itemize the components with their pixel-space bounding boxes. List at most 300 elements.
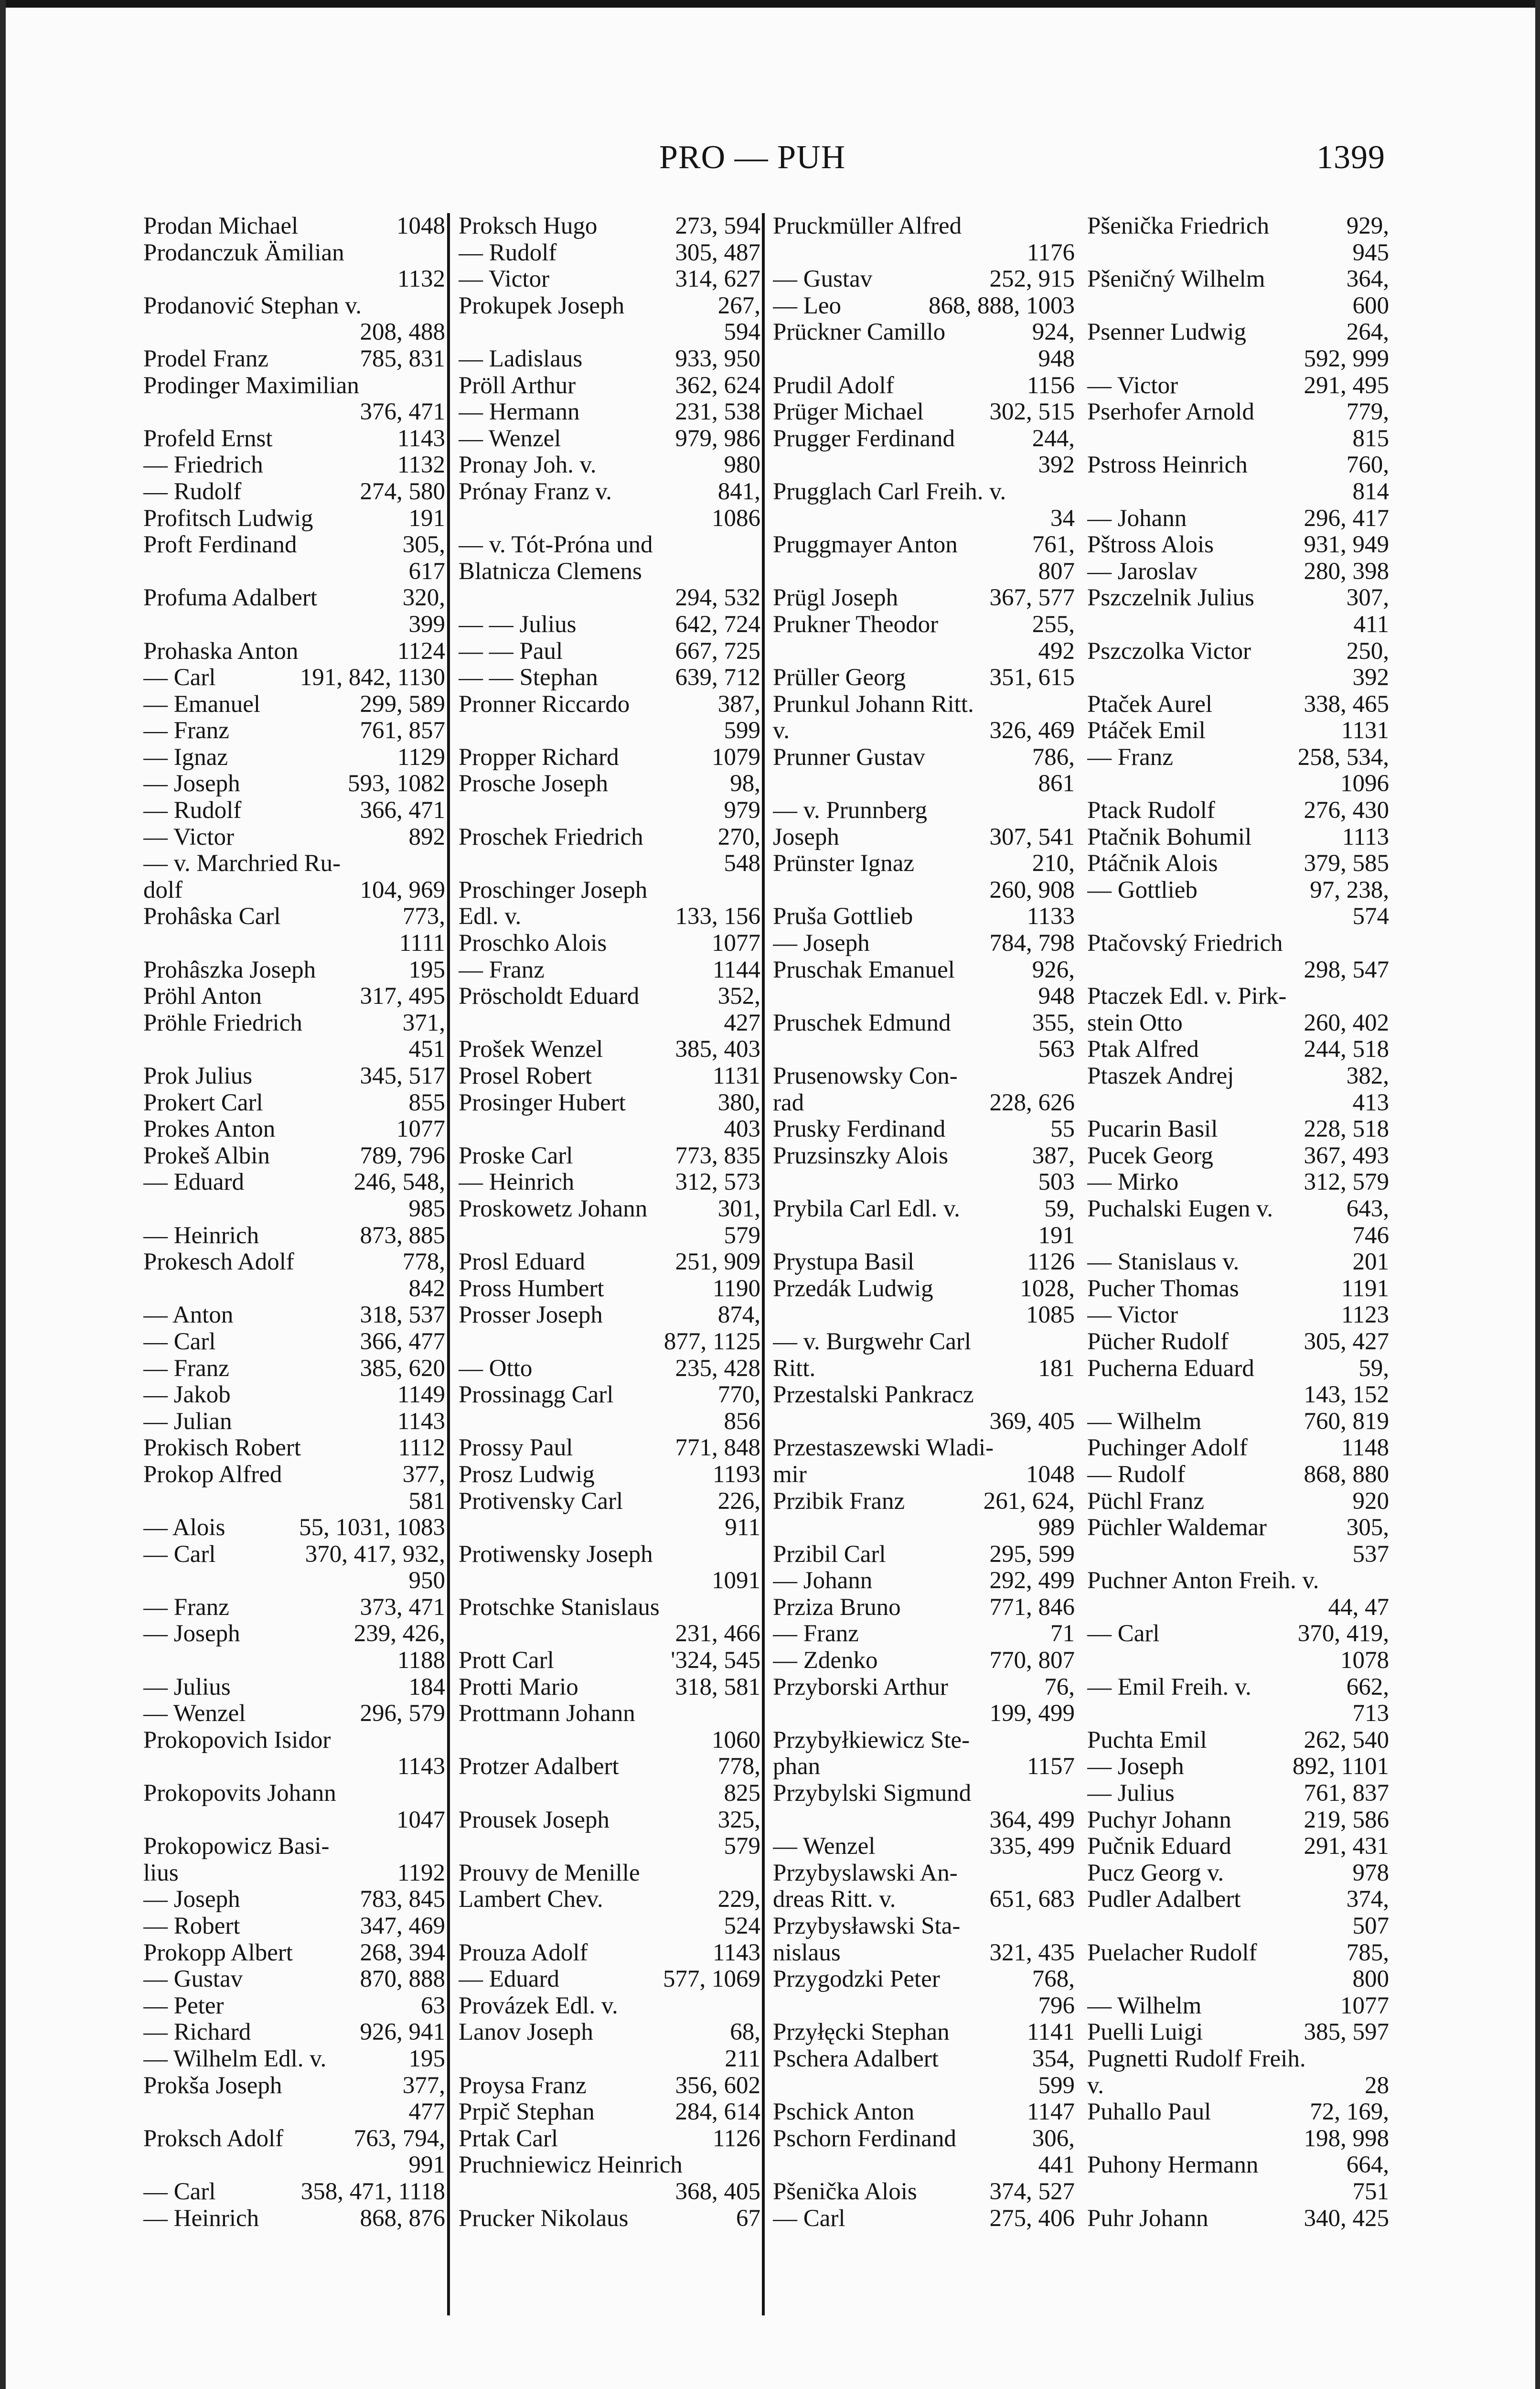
index-entry-line xyxy=(143,293,445,320)
index-entry-line xyxy=(143,1886,445,1913)
entry-name: Przyborski Arthur xyxy=(773,1674,948,1700)
index-entry-line xyxy=(143,1860,445,1887)
entry-page-refs: 320, xyxy=(402,585,445,612)
entry-page-refs: 367, 493 xyxy=(1304,1142,1389,1169)
entry-page-refs: 1131 xyxy=(712,1063,760,1089)
entry-name: — Julian xyxy=(143,1408,232,1435)
entry-name: — Carl xyxy=(1087,1621,1160,1647)
index-entry-line xyxy=(1087,1488,1389,1515)
entry-name: — Wilhelm xyxy=(1087,1992,1202,2019)
entry-page-refs: 210, xyxy=(1032,850,1075,877)
entry-name: Pröhle Friedrich xyxy=(143,1010,302,1036)
index-entry-line xyxy=(143,346,445,373)
entry-name: Puelli Luigi xyxy=(1087,2019,1203,2046)
index-entry-line xyxy=(143,1940,445,1967)
entry-name: Prokes Anton xyxy=(143,1116,276,1143)
index-entry-line xyxy=(459,399,760,426)
entry-page-refs: 785, xyxy=(1346,1939,1389,1966)
index-entry-line xyxy=(773,426,1075,452)
index-entry-line xyxy=(143,1727,445,1754)
index-entry-line xyxy=(773,1249,1075,1276)
index-entry-line xyxy=(459,2099,760,2126)
entry-page-refs: 929, xyxy=(1346,213,1389,239)
entry-page-refs: 979 xyxy=(724,797,760,824)
index-entry-line xyxy=(1087,1063,1389,1090)
entry-page-refs: 280, 398 xyxy=(1304,558,1389,585)
entry-name: Puchner Anton Freih. v. xyxy=(1087,1568,1319,1594)
entry-name: Pstross Heinrich xyxy=(1087,452,1248,479)
index-entry-line xyxy=(773,957,1075,984)
index-entry-line xyxy=(1087,1382,1389,1409)
entry-page-refs: 751 xyxy=(1352,2178,1389,2205)
index-entry-line xyxy=(143,691,445,718)
entry-page-refs: 770, 807 xyxy=(989,1647,1075,1674)
index-entry-line xyxy=(143,1966,445,1993)
entry-name: Prouza Adolf xyxy=(459,1939,588,1966)
index-entry-line xyxy=(143,1409,445,1435)
index-entry-line xyxy=(1087,930,1389,957)
entry-page-refs: 208, 488 xyxy=(360,319,445,346)
index-entry-line xyxy=(773,559,1075,585)
index-entry-line xyxy=(773,1515,1075,1541)
entry-page-refs: 362, 624 xyxy=(675,372,760,399)
entry-name: Prosinger Hubert xyxy=(459,1089,626,1116)
entry-page-refs: 1123 xyxy=(1341,1302,1389,1329)
entry-page-refs: 778, xyxy=(717,1754,760,1780)
entry-page-refs: 299, 589 xyxy=(360,691,445,718)
index-entry-line xyxy=(1087,240,1389,267)
entry-name: Pucarin Basil xyxy=(1087,1116,1218,1143)
entry-name: Prtak Carl xyxy=(459,2125,558,2152)
entry-page-refs: 1133 xyxy=(1027,904,1075,930)
index-entry-line xyxy=(459,1063,760,1090)
entry-page-refs: 1113 xyxy=(1342,824,1389,850)
entry-page-refs: 761, xyxy=(1032,532,1075,559)
entry-page-refs: 948 xyxy=(1038,983,1075,1010)
index-entry-line xyxy=(143,426,445,452)
index-entry-line xyxy=(1087,1700,1389,1727)
entry-page-refs: 201 xyxy=(1352,1249,1389,1276)
entry-name: — Jaroslav xyxy=(1087,558,1198,585)
index-entry-line xyxy=(1087,2152,1389,2179)
entry-page-refs: 244, xyxy=(1032,425,1075,452)
index-entry-line xyxy=(1087,2206,1389,2232)
entry-name: Prottmann Johann xyxy=(459,1700,635,1727)
entry-page-refs: 307, xyxy=(1346,585,1389,612)
index-column-1 xyxy=(143,213,445,2315)
index-entry-line xyxy=(459,691,760,718)
scan-edge-top xyxy=(0,0,1540,8)
entry-name: Prziza Bruno xyxy=(773,1594,901,1621)
entry-page-refs: 374, xyxy=(1346,1886,1389,1913)
scan-edge-right xyxy=(1535,0,1540,2389)
entry-page-refs: 1124 xyxy=(397,638,445,665)
entry-page-refs: 392 xyxy=(1352,665,1389,691)
entry-page-refs: 252, 915 xyxy=(989,266,1075,293)
entry-name: — Johann xyxy=(773,1568,873,1594)
index-entry-line xyxy=(1087,1807,1389,1834)
entry-page-refs: 305, xyxy=(402,532,445,559)
entry-name: Prott Carl xyxy=(459,1647,554,1674)
entry-name: — Franz xyxy=(773,1621,859,1647)
entry-name: Protti Mario xyxy=(459,1674,578,1700)
entry-page-refs: 1077 xyxy=(712,930,760,957)
entry-page-refs: 451 xyxy=(408,1036,445,1063)
entry-page-refs: 855 xyxy=(408,1089,445,1116)
entry-page-refs: 318, 537 xyxy=(360,1302,445,1329)
index-entry-line xyxy=(773,1382,1075,1409)
entry-page-refs: 662, xyxy=(1346,1674,1389,1700)
scan-edge-left xyxy=(0,0,6,2389)
entry-name: — Peter xyxy=(143,1992,224,2019)
entry-page-refs: 642, 724 xyxy=(675,611,760,638)
entry-name: Proksch Hugo xyxy=(459,213,598,239)
entry-name: Prónay Franz v. xyxy=(459,478,612,505)
entry-page-refs: 920 xyxy=(1352,1488,1389,1515)
entry-page-refs: 275, 406 xyxy=(989,2205,1075,2232)
entry-page-refs: 814 xyxy=(1352,478,1389,505)
entry-name: Protschke Stanislaus xyxy=(459,1594,660,1621)
entry-page-refs: 577, 1069 xyxy=(663,1966,760,1993)
entry-name: Blatnicza Clemens xyxy=(459,558,642,585)
index-entry-line xyxy=(143,1356,445,1382)
index-entry-line xyxy=(459,904,760,930)
index-entry-line xyxy=(773,1090,1075,1117)
index-entry-line xyxy=(773,1594,1075,1621)
index-entry-line xyxy=(1087,452,1389,479)
entry-page-refs: 773, 835 xyxy=(675,1142,760,1169)
entry-name: phan xyxy=(773,1754,821,1780)
entry-name: Prüger Michael xyxy=(773,399,924,426)
entry-page-refs: 246, 548, xyxy=(353,1169,445,1196)
entry-page-refs: 184 xyxy=(408,1674,445,1700)
entry-name: Prpič Stephan xyxy=(459,2099,595,2126)
index-entry-line xyxy=(773,1621,1075,1647)
entry-page-refs: 340, 425 xyxy=(1304,2205,1389,2232)
index-entry-line xyxy=(773,1727,1075,1754)
entry-name: Prouvy de Menille xyxy=(459,1860,640,1886)
index-entry-line xyxy=(143,638,445,665)
entry-page-refs: 367, 577 xyxy=(989,585,1075,612)
entry-page-refs: 1047 xyxy=(396,1807,445,1833)
entry-name: Prousek Joseph xyxy=(459,1807,610,1833)
index-entry-line xyxy=(773,691,1075,718)
entry-name: Puchalski Eugen v. xyxy=(1087,1195,1273,1222)
index-entry-line xyxy=(1087,1143,1389,1170)
entry-name: Pudler Adalbert xyxy=(1087,1886,1241,1913)
index-entry-line xyxy=(143,1329,445,1356)
index-entry-line xyxy=(1087,1302,1389,1329)
index-entry-line xyxy=(773,638,1075,665)
entry-name: — Joseph xyxy=(773,930,870,957)
index-entry-line xyxy=(459,877,760,904)
index-entry-line xyxy=(773,240,1075,267)
entry-name: — Gottlieb xyxy=(1087,877,1198,904)
index-entry-line xyxy=(773,904,1075,930)
index-entry-line xyxy=(143,213,445,240)
entry-name: Prügl Joseph xyxy=(773,585,898,612)
entry-page-refs: 335, 499 xyxy=(989,1833,1075,1860)
index-entry-line xyxy=(773,585,1075,612)
index-entry-line xyxy=(143,532,445,559)
entry-name: Prystupa Basil xyxy=(773,1249,915,1276)
entry-page-refs: 191 xyxy=(1038,1222,1075,1249)
index-entry-line xyxy=(459,1329,760,1356)
entry-page-refs: 1143 xyxy=(397,425,445,452)
entry-name: — Otto xyxy=(459,1355,533,1382)
index-entry-line xyxy=(143,266,445,293)
entry-name: Pruschek Edmund xyxy=(773,1010,951,1036)
entry-name: Pröhl Anton xyxy=(143,983,262,1010)
entry-page-refs: 979, 986 xyxy=(675,425,760,452)
index-entry-line xyxy=(143,2073,445,2099)
index-entry-line xyxy=(1087,2126,1389,2152)
entry-page-refs: 68, xyxy=(730,2019,760,2046)
entry-page-refs: 72, 169, xyxy=(1310,2099,1389,2126)
index-entry-line xyxy=(773,1754,1075,1780)
index-entry-line xyxy=(143,1276,445,1302)
index-entry-line xyxy=(1087,904,1389,930)
entry-page-refs: 574 xyxy=(1352,904,1389,930)
entry-page-refs: 63 xyxy=(421,1992,445,2019)
entry-page-refs: 376, 471 xyxy=(360,399,445,426)
index-entry-line xyxy=(1087,1356,1389,1382)
entry-page-refs: 305, 487 xyxy=(675,239,760,266)
index-entry-line xyxy=(1087,346,1389,373)
entry-page-refs: 267, xyxy=(717,292,760,319)
entry-page-refs: 67 xyxy=(736,2205,760,2232)
index-entry-line xyxy=(459,506,760,532)
index-entry-line xyxy=(773,930,1075,957)
index-entry-line xyxy=(773,532,1075,559)
entry-name: Przedák Ludwig xyxy=(773,1275,933,1302)
entry-name: Prusenowsky Con- xyxy=(773,1063,958,1089)
entry-name: — Heinrich xyxy=(143,2205,259,2232)
entry-name: — Mirko xyxy=(1087,1169,1179,1196)
index-entry-line xyxy=(1087,877,1389,904)
index-entry-line xyxy=(1087,744,1389,771)
entry-page-refs: 260, 908 xyxy=(989,877,1075,904)
entry-page-refs: 262, 540 xyxy=(1304,1727,1389,1754)
index-entry-line xyxy=(143,2019,445,2046)
entry-page-refs: 251, 909 xyxy=(675,1249,760,1276)
entry-name: — Zdenko xyxy=(773,1647,878,1674)
index-entry-line xyxy=(773,665,1075,691)
entry-page-refs: 800 xyxy=(1352,1966,1389,1993)
entry-page-refs: 59, xyxy=(1358,1355,1389,1382)
index-entry-line xyxy=(143,2046,445,2073)
entry-name: — Wilhelm xyxy=(1087,1408,1202,1435)
entry-name: Püchler Waldemar xyxy=(1087,1515,1267,1541)
entry-page-refs: 1190 xyxy=(712,1275,760,1302)
entry-page-refs: 318, 581 xyxy=(675,1674,760,1700)
index-entry-line xyxy=(773,744,1075,771)
entry-name: — Friedrich xyxy=(143,452,263,479)
index-entry-line xyxy=(773,373,1075,399)
entry-page-refs: 989 xyxy=(1038,1515,1075,1541)
entry-page-refs: 477 xyxy=(408,2099,445,2126)
entry-name: Przybyslawski An- xyxy=(773,1860,958,1886)
index-entry-line xyxy=(459,930,760,957)
index-entry-line xyxy=(459,1223,760,1249)
entry-name: — Franz xyxy=(1087,744,1173,771)
index-entry-line xyxy=(143,1435,445,1462)
entry-name: — v. Tót-Próna und xyxy=(459,532,653,559)
entry-page-refs: 374, 527 xyxy=(989,2178,1075,2205)
entry-page-refs: 1147 xyxy=(1027,2099,1075,2126)
entry-name: Puchta Emil xyxy=(1087,1727,1207,1754)
entry-name: dolf xyxy=(143,877,183,904)
index-entry-line xyxy=(459,1409,760,1435)
entry-page-refs: 911 xyxy=(725,1515,760,1541)
entry-page-refs: 387, xyxy=(717,691,760,718)
entry-page-refs: 392 xyxy=(1038,452,1075,479)
entry-page-refs: 291, 431 xyxy=(1304,1833,1389,1860)
index-entry-line xyxy=(459,1594,760,1621)
running-title: PRO — PUH xyxy=(659,139,846,176)
entry-name: — Victor xyxy=(143,824,235,850)
index-entry-line xyxy=(143,1169,445,1196)
entry-page-refs: 260, 402 xyxy=(1304,1010,1389,1036)
entry-page-refs: 377, xyxy=(402,2072,445,2099)
entry-page-refs: 594 xyxy=(724,319,760,346)
index-entry-line xyxy=(773,213,1075,240)
entry-name: — Hermann xyxy=(459,399,580,426)
index-entry-line xyxy=(143,1993,445,2020)
column-rule-2 xyxy=(762,213,765,2315)
entry-page-refs: 874, xyxy=(717,1302,760,1329)
entry-name: Psenner Ludwig xyxy=(1087,319,1246,346)
index-entry-line xyxy=(143,1036,445,1063)
entry-name: Pucherna Eduard xyxy=(1087,1355,1254,1382)
index-entry-line xyxy=(459,585,760,612)
entry-page-refs: 1126 xyxy=(712,2125,760,2152)
entry-page-refs: 261, 624, xyxy=(983,1488,1075,1515)
index-entry-line xyxy=(459,373,760,399)
index-entry-line xyxy=(1087,1329,1389,1356)
index-entry-line xyxy=(773,266,1075,293)
entry-page-refs: 71 xyxy=(1050,1621,1075,1647)
entry-page-refs: 44, 47 xyxy=(1328,1594,1389,1621)
entry-page-refs: 639, 712 xyxy=(675,665,760,691)
entry-page-refs: 1188 xyxy=(397,1647,445,1674)
entry-page-refs: 1060 xyxy=(712,1727,760,1754)
index-entry-line xyxy=(1087,1780,1389,1807)
entry-name: Püchl Franz xyxy=(1087,1488,1205,1515)
index-entry-line xyxy=(459,983,760,1010)
index-entry-line xyxy=(143,479,445,506)
entry-name: Pröll Arthur xyxy=(459,372,576,399)
entry-page-refs: 321, 435 xyxy=(989,1939,1075,1966)
entry-page-refs: 1077 xyxy=(396,1116,445,1143)
entry-name: Przybylski Sigmund xyxy=(773,1780,972,1807)
entry-page-refs: 366, 477 xyxy=(360,1328,445,1355)
entry-name: — Victor xyxy=(459,266,550,293)
index-entry-line xyxy=(1087,638,1389,665)
entry-name: Prosel Robert xyxy=(459,1063,592,1089)
index-entry-line xyxy=(773,2206,1075,2232)
entry-page-refs: 258, 534, xyxy=(1297,744,1389,771)
entry-page-refs: 761, 837 xyxy=(1304,1780,1389,1807)
index-entry-line xyxy=(773,1568,1075,1594)
entry-page-refs: 600 xyxy=(1352,292,1389,319)
index-column-2 xyxy=(459,213,760,2315)
entry-page-refs: 1132 xyxy=(397,266,445,293)
entry-page-refs: 34 xyxy=(1050,505,1075,532)
entry-page-refs: 195 xyxy=(408,957,445,983)
entry-page-refs: 413 xyxy=(1352,1089,1389,1116)
entry-page-refs: 579 xyxy=(724,1222,760,1249)
entry-page-refs: 284, 614 xyxy=(675,2099,760,2126)
index-entry-line xyxy=(1087,797,1389,824)
entry-page-refs: 231, 466 xyxy=(675,1621,760,1647)
entry-name: Ptaček Aurel xyxy=(1087,691,1212,718)
index-entry-line xyxy=(143,1196,445,1223)
entry-page-refs: 338, 465 xyxy=(1304,691,1389,718)
entry-page-refs: 355, xyxy=(1032,1010,1075,1036)
index-entry-line xyxy=(459,2073,760,2099)
index-entry-line xyxy=(459,1435,760,1462)
entry-page-refs: 312, 573 xyxy=(675,1169,760,1196)
entry-page-refs: 296, 417 xyxy=(1304,505,1389,532)
index-entry-line xyxy=(143,930,445,957)
index-entry-line xyxy=(773,1356,1075,1382)
index-entry-line xyxy=(459,1249,760,1276)
entry-page-refs: 181 xyxy=(1038,1355,1075,1382)
index-entry-line xyxy=(143,2152,445,2179)
index-entry-line xyxy=(459,2046,760,2073)
entry-name: — Wenzel xyxy=(459,425,561,452)
entry-name: — Carl xyxy=(773,2205,845,2232)
index-column-3 xyxy=(773,213,1075,2315)
entry-page-refs: 1144 xyxy=(712,957,760,983)
index-entry-line xyxy=(459,346,760,373)
entry-name: — Wenzel xyxy=(773,1833,876,1860)
index-entry-line xyxy=(773,2019,1075,2046)
entry-page-refs: 807 xyxy=(1038,558,1075,585)
entry-name: Przestalski Pankracz xyxy=(773,1382,974,1409)
index-entry-line xyxy=(459,1090,760,1117)
page-number: 1399 xyxy=(1316,139,1385,176)
index-entry-line xyxy=(1087,559,1389,585)
index-entry-line xyxy=(459,213,760,240)
entry-name: Prokopowicz Basi- xyxy=(143,1833,330,1860)
index-entry-line xyxy=(459,1966,760,1993)
index-entry-line xyxy=(1087,824,1389,851)
entry-name: Pücher Rudolf xyxy=(1087,1328,1229,1355)
index-entry-line xyxy=(143,1488,445,1515)
entry-name: Pugnetti Rudolf Freih. xyxy=(1087,2045,1306,2072)
entry-name: — Rudolf xyxy=(143,797,242,824)
entry-name: — Alois xyxy=(143,1515,225,1541)
entry-page-refs: 368, 405 xyxy=(675,2178,760,2205)
index-entry-line xyxy=(459,319,760,346)
index-entry-line xyxy=(143,904,445,930)
entry-name: — v. Burgwehr Carl xyxy=(773,1328,972,1355)
entry-page-refs: 55, 1031, 1083 xyxy=(299,1515,445,1541)
entry-page-refs: 370, 419, xyxy=(1297,1621,1389,1647)
index-entry-line xyxy=(1087,1727,1389,1754)
entry-name: Prossinagg Carl xyxy=(459,1382,614,1409)
entry-name: Pross Humbert xyxy=(459,1275,604,1302)
entry-page-refs: 97, 238, xyxy=(1310,877,1389,904)
index-entry-line xyxy=(143,983,445,1010)
index-entry-line xyxy=(1087,1036,1389,1063)
index-entry-line xyxy=(143,797,445,824)
entry-name: Edl. v. xyxy=(459,904,522,930)
entry-name: Prunner Gustav xyxy=(773,744,925,771)
entry-name: Protiwensky Joseph xyxy=(459,1541,653,1568)
